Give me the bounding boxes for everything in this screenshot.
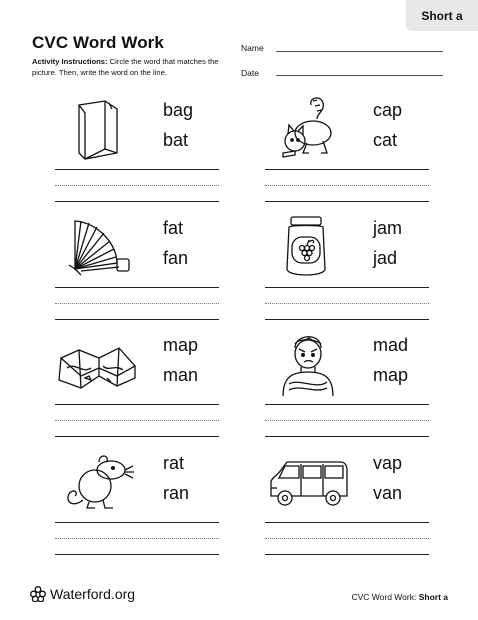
name-line[interactable] bbox=[276, 51, 443, 52]
word-option-2[interactable]: bat bbox=[163, 130, 189, 150]
word-option-1[interactable]: bag bbox=[163, 100, 194, 120]
instructions-text: Circle the word that matches the picture. Then, write the word on the line. bbox=[32, 57, 219, 77]
top-line bbox=[55, 287, 219, 288]
write-line[interactable] bbox=[55, 436, 219, 437]
top-line bbox=[265, 169, 429, 170]
paper-bag-icon bbox=[55, 95, 139, 165]
waterford-logo bbox=[30, 586, 135, 602]
jam-jar-icon bbox=[265, 213, 349, 283]
top-line bbox=[265, 404, 429, 405]
word-card-3 bbox=[55, 213, 219, 331]
logo-text: Waterford.org bbox=[50, 586, 136, 602]
word-option-2[interactable]: ran bbox=[163, 483, 190, 503]
top-line bbox=[55, 169, 219, 170]
footer-caption bbox=[351, 592, 448, 602]
word-option-1[interactable]: jam bbox=[373, 218, 403, 238]
activity-instructions bbox=[32, 56, 237, 78]
flower-logo-icon bbox=[30, 586, 46, 602]
top-line bbox=[265, 287, 429, 288]
midline bbox=[55, 303, 219, 304]
top-line bbox=[265, 522, 429, 523]
name-label: Name bbox=[241, 43, 264, 53]
word-option-1[interactable]: vap bbox=[373, 453, 403, 473]
word-option-1[interactable]: rat bbox=[163, 453, 185, 473]
midline bbox=[265, 303, 429, 304]
instructions-label: Activity Instructions: bbox=[32, 57, 108, 66]
word-option-2[interactable]: cat bbox=[373, 130, 398, 150]
word-card-1 bbox=[55, 95, 219, 213]
topic-tab: Short a bbox=[406, 0, 478, 31]
word-option-2[interactable]: jad bbox=[373, 248, 398, 268]
midline bbox=[265, 185, 429, 186]
word-option-1[interactable]: fat bbox=[163, 218, 184, 238]
midline bbox=[265, 538, 429, 539]
word-card-8 bbox=[265, 448, 429, 566]
write-line[interactable] bbox=[265, 319, 429, 320]
midline bbox=[55, 538, 219, 539]
worksheet-title: CVC Word Work bbox=[32, 33, 164, 52]
word-option-1[interactable]: mad bbox=[373, 335, 409, 355]
word-option-2[interactable]: map bbox=[373, 365, 409, 385]
write-line[interactable] bbox=[265, 436, 429, 437]
write-line[interactable] bbox=[55, 201, 219, 202]
date-line[interactable] bbox=[276, 75, 443, 76]
word-option-1[interactable]: cap bbox=[373, 100, 403, 120]
write-line[interactable] bbox=[55, 319, 219, 320]
van-icon bbox=[265, 448, 349, 518]
word-card-7 bbox=[55, 448, 219, 566]
word-card-2 bbox=[265, 95, 429, 213]
midline bbox=[55, 420, 219, 421]
date-label: Date bbox=[241, 68, 259, 78]
word-option-1[interactable]: map bbox=[163, 335, 199, 355]
rat-icon bbox=[55, 448, 139, 518]
footer-caption-bold: Short a bbox=[418, 592, 448, 602]
write-line[interactable] bbox=[55, 554, 219, 555]
word-card-4 bbox=[265, 213, 429, 331]
word-option-2[interactable]: fan bbox=[163, 248, 189, 268]
midline bbox=[55, 185, 219, 186]
write-line[interactable] bbox=[265, 554, 429, 555]
word-option-2[interactable]: van bbox=[373, 483, 403, 503]
hand-fan-icon bbox=[55, 213, 139, 283]
map-icon bbox=[55, 330, 139, 400]
word-card-6 bbox=[265, 330, 429, 448]
cat-icon bbox=[265, 95, 349, 165]
midline bbox=[265, 420, 429, 421]
top-line bbox=[55, 522, 219, 523]
top-line bbox=[55, 404, 219, 405]
word-card-5 bbox=[55, 330, 219, 448]
word-option-2[interactable]: man bbox=[163, 365, 199, 385]
footer-caption-text: CVC Word Work: bbox=[351, 592, 419, 602]
write-line[interactable] bbox=[265, 201, 429, 202]
angry-boy-icon bbox=[265, 330, 349, 400]
